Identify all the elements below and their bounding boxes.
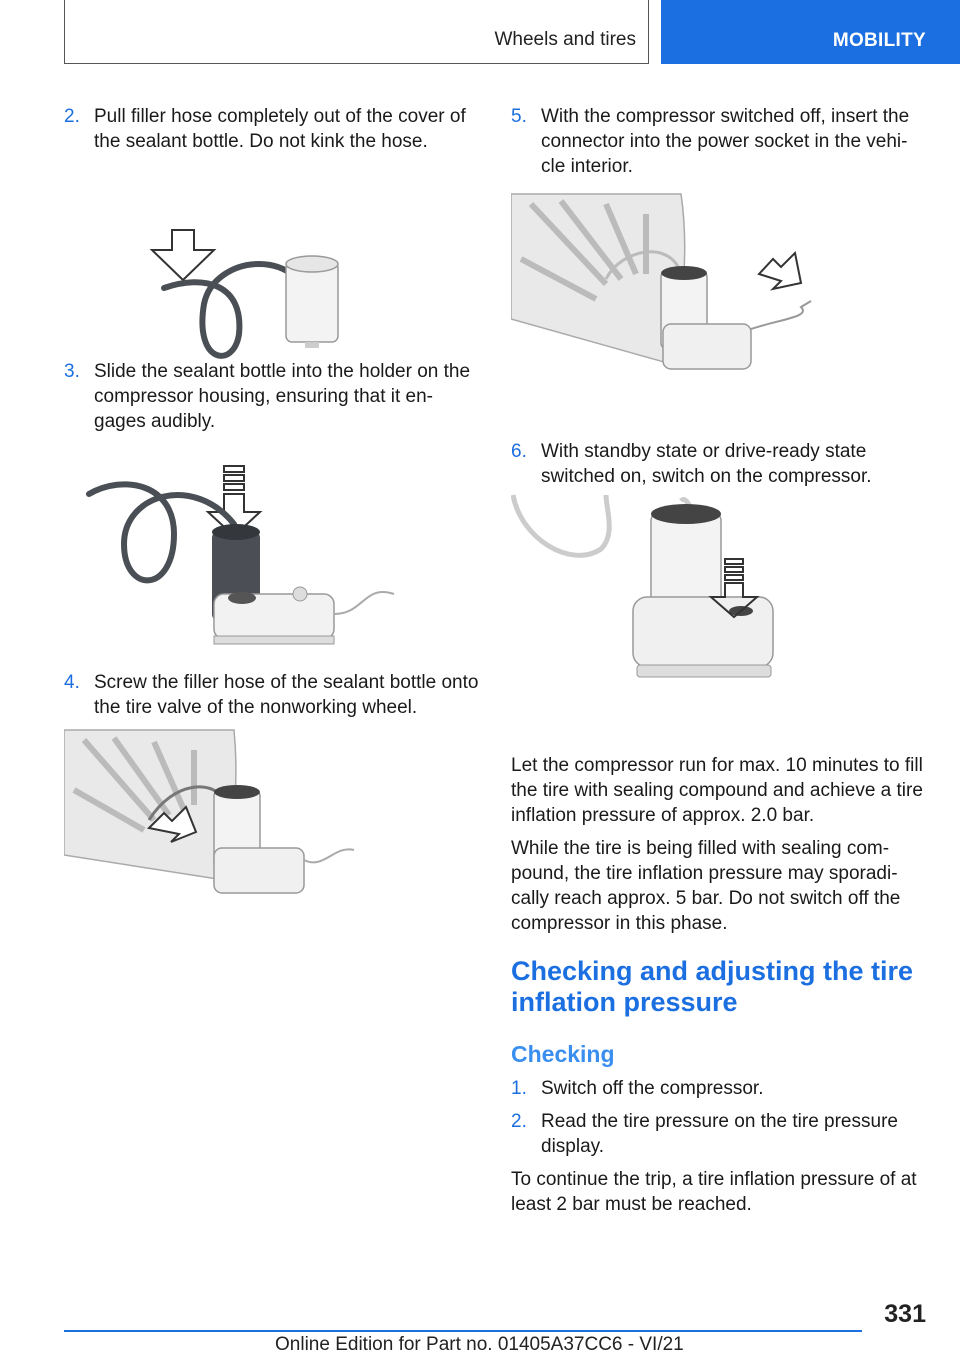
step-number: 2.: [511, 1111, 527, 1132]
step-text: With standby state or drive-ready state switched on, switch on the compressor.: [541, 441, 872, 487]
figure-connector-power-socket: [511, 179, 931, 439]
page-number: 331: [884, 1300, 926, 1328]
step-number: 4.: [64, 672, 80, 693]
paragraph-pressure-peak: While the tire is being filled with sealing com-pound, the tire inflation pressure may sporadi-cally reach approx. 5 bar. Do not switch off the compressor in this phase.: [511, 838, 901, 934]
figure-hose-on-tire-valve: [64, 720, 484, 910]
right-column: [511, 104, 931, 1217]
step-6-switch-on-compressor: [511, 439, 931, 489]
step-number: 5.: [511, 106, 527, 127]
left-column: [64, 104, 484, 910]
figure-sealant-bottle-hose: [64, 154, 484, 359]
check-step-2: [511, 1109, 931, 1159]
step-text: Pull filler hose completely out of the cover of the sealant bottle. Do not kink the hose.: [94, 106, 466, 152]
step-text: Screw the filler hose of the sealant bottle onto the tire valve of the nonworking wheel.: [94, 672, 479, 718]
figure-compressor-switch: [511, 489, 931, 729]
step-4-screw-hose: [64, 670, 484, 720]
step-number: 1.: [511, 1078, 527, 1099]
step-text: Switch off the compressor.: [541, 1078, 764, 1099]
footer-edition: Online Edition for Part no. 01405A37CC6 - VI/21: [275, 1334, 684, 1355]
step-number: 6.: [511, 441, 527, 462]
footer-divider: [64, 1330, 862, 1332]
step-5-insert-connector: [511, 104, 931, 179]
header-section-title: Wheels and tires: [494, 29, 636, 50]
paragraph-run-time: Let the compressor run for max. 10 minutes to fill the tire with sealing compound and achieve a tire inflation pressure of approx. 2.0 bar.: [511, 755, 923, 826]
step-2-pull-hose: [64, 104, 484, 154]
header-section-box: [64, 0, 649, 64]
figure-bottle-into-holder: [64, 434, 484, 670]
header-chapter-tab: [661, 0, 960, 64]
step-number: 3.: [64, 361, 80, 382]
step-text: With the compressor switched off, insert the connector into the power socket in the vehi-cle interior.: [541, 106, 910, 177]
check-step-1: [511, 1076, 931, 1101]
step-text: Slide the sealant bottle into the holder on the compressor housing, ensuring that it en-gages audibly.: [94, 361, 471, 432]
step-3-slide-bottle: [64, 359, 484, 434]
section-heading: Checking and adjusting the tire inflation pressure: [511, 956, 914, 1017]
step-text: Read the tire pressure on the tire pressure display.: [541, 1111, 898, 1157]
paragraph-continue-trip: To continue the trip, a tire inflation pressure of at least 2 bar must be reached.: [511, 1169, 917, 1215]
subsection-heading: Checking: [511, 1041, 615, 1067]
header-chapter-label: MOBILITY: [832, 30, 926, 51]
step-number: 2.: [64, 106, 80, 127]
